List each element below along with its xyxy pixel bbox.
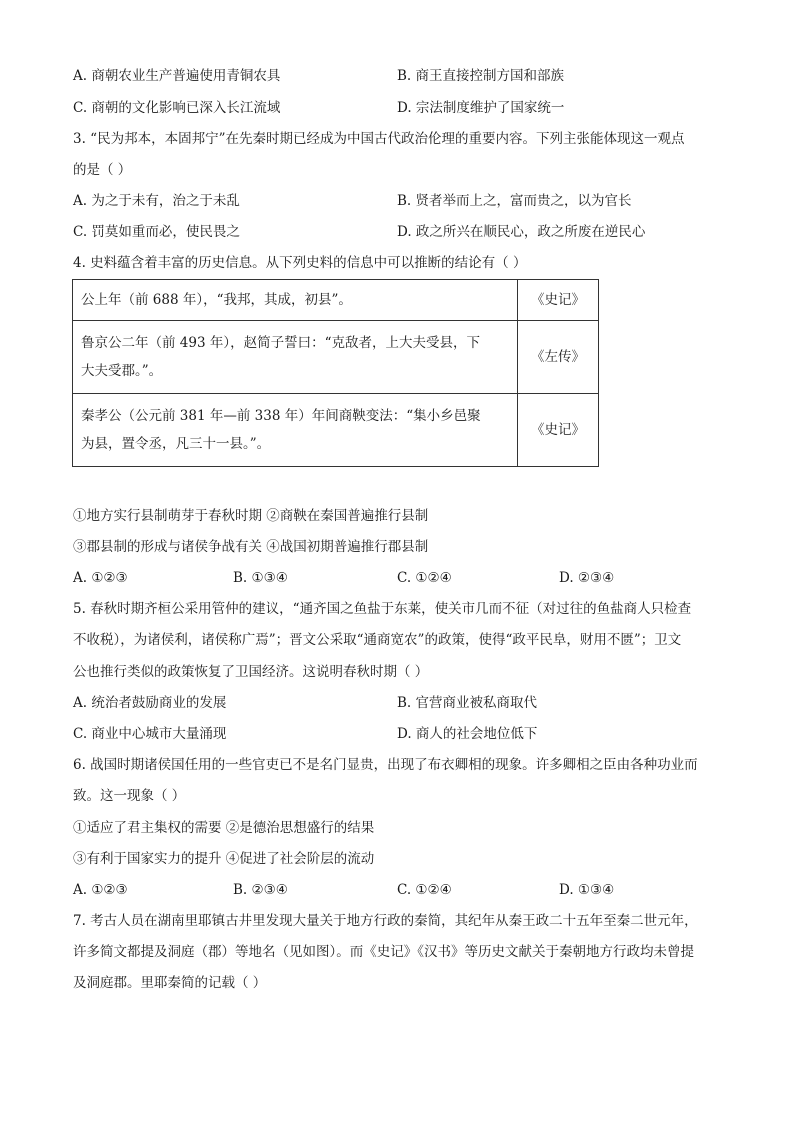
q4-option-b: B. ①③④ bbox=[233, 570, 288, 586]
table-row bbox=[73, 280, 599, 321]
source-excerpt: 公上年（前 688 年），“我邦，其成，初县”。 bbox=[73, 280, 518, 321]
source-excerpt-line-1: 鲁京公二年（前 493 年），赵简子誓曰：“克敌者，上大夫受县，下 bbox=[81, 335, 481, 351]
q4-source-table bbox=[72, 279, 599, 467]
q4-statements-line-2: ③郡县制的形成与诸侯争战有关 ④战国初期普遍推行郡县制 bbox=[73, 539, 429, 555]
q5-stem-line-3: 公也推行类似的政策恢复了卫国经济。这说明春秋时期（ ） bbox=[73, 664, 429, 680]
q5-option-a: A. 统治者鼓励商业的发展 bbox=[73, 695, 227, 711]
q6-stem-line-1: 6. 战国时期诸侯国任用的一些官吏已不是名门显贵，出现了布衣卿相的现象。许多卿相之臣由各种功业而 bbox=[73, 757, 698, 773]
source-citation: 《左传》 bbox=[518, 321, 599, 394]
q6-option-b: B. ②③④ bbox=[233, 882, 288, 898]
q4-option-d: D. ②③④ bbox=[559, 570, 615, 586]
q5-stem-line-1: 5. 春秋时期齐桓公采用管仲的建议，“通齐国之鱼盐于东莱，使关市几而不征（对过往的鱼盐商人只检查 bbox=[73, 601, 692, 617]
q3-stem-line-2: 的是（ ） bbox=[73, 162, 132, 178]
q3-option-a: A. 为之于未有，治之于未乱 bbox=[73, 193, 240, 209]
q6-stem-line-2: 致。这一现象（ ） bbox=[73, 788, 186, 804]
q3-option-d: D. 政之所兴在顺民心，政之所废在逆民心 bbox=[397, 224, 646, 240]
q4-statements-line-1: ①地方实行县制萌芽于春秋时期 ②商鞅在秦国普遍推行县制 bbox=[73, 508, 429, 524]
q6-statements-line-1: ①适应了君主集权的需要 ②是德治思想盛行的结果 bbox=[73, 820, 375, 836]
q5-option-c: C. 商业中心城市大量涌现 bbox=[73, 726, 227, 742]
source-excerpt bbox=[73, 321, 518, 394]
table-row bbox=[73, 394, 599, 467]
q6-option-c: C. ①②④ bbox=[397, 882, 452, 898]
q5-option-b: B. 官营商业被私商取代 bbox=[397, 695, 538, 711]
q3-option-b: B. 贤者举而上之，富而贵之，以为官长 bbox=[397, 193, 632, 209]
q4-stem: 4. 史料蕴含着丰富的历史信息。从下列史料的信息中可以推断的结论有（ ） bbox=[73, 255, 527, 271]
q3-option-c: C. 罚莫如重而必，使民畏之 bbox=[73, 224, 240, 240]
source-citation: 《史记》 bbox=[518, 394, 599, 467]
q4-option-a: A. ①②③ bbox=[73, 570, 128, 586]
q5-option-d: D. 商人的社会地位低下 bbox=[397, 726, 538, 742]
q4-option-c: C. ①②④ bbox=[397, 570, 452, 586]
q2-option-d: D. 宗法制度维护了国家统一 bbox=[397, 100, 565, 116]
source-excerpt-line-2: 为县，置令丞，凡三十一县。”。 bbox=[81, 436, 271, 452]
source-excerpt bbox=[73, 394, 518, 467]
q6-statements-line-2: ③有利于国家实力的提升 ④促进了社会阶层的流动 bbox=[73, 851, 375, 867]
q7-stem-line-1: 7. 考古人员在湖南里耶镇古井里发现大量关于地方行政的秦简，其纪年从秦王政二十五年至秦二世元年， bbox=[73, 913, 698, 929]
q7-stem-line-3: 及洞庭郡。里耶秦简的记载（ ） bbox=[73, 975, 267, 991]
q6-option-d: D. ①③④ bbox=[559, 882, 615, 898]
q3-stem-line-1: 3. “民为邦本，本固邦宁”在先秦时期已经成为中国古代政治伦理的重要内容。下列主张能体现这一观点 bbox=[73, 131, 685, 147]
q5-stem-line-2: 不收税），为诸侯利，诸侯称广焉”；晋文公采取“通商宽农”的政策，使得“政平民阜，财用不匮”；卫文 bbox=[73, 632, 682, 648]
q2-option-c: C. 商朝的文化影响已深入长江流域 bbox=[73, 100, 281, 116]
table-row bbox=[73, 321, 599, 394]
q2-option-b: B. 商王直接控制方国和部族 bbox=[397, 68, 565, 84]
q2-option-a: A. 商朝农业生产普遍使用青铜农具 bbox=[73, 68, 281, 84]
q6-option-a: A. ①②③ bbox=[73, 882, 128, 898]
q7-stem-line-2: 许多简文都提及洞庭（郡）等地名（见如图）。而《史记》《汉书》等历史文献关于秦朝地方行政均未曾提 bbox=[73, 944, 694, 960]
source-excerpt-line-1: 秦孝公（公元前 381 年—前 338 年）年间商鞅变法：“集小乡邑聚 bbox=[81, 408, 481, 424]
source-citation: 《史记》 bbox=[518, 280, 599, 321]
source-excerpt-line-2: 大夫受郡。”。 bbox=[81, 363, 163, 379]
